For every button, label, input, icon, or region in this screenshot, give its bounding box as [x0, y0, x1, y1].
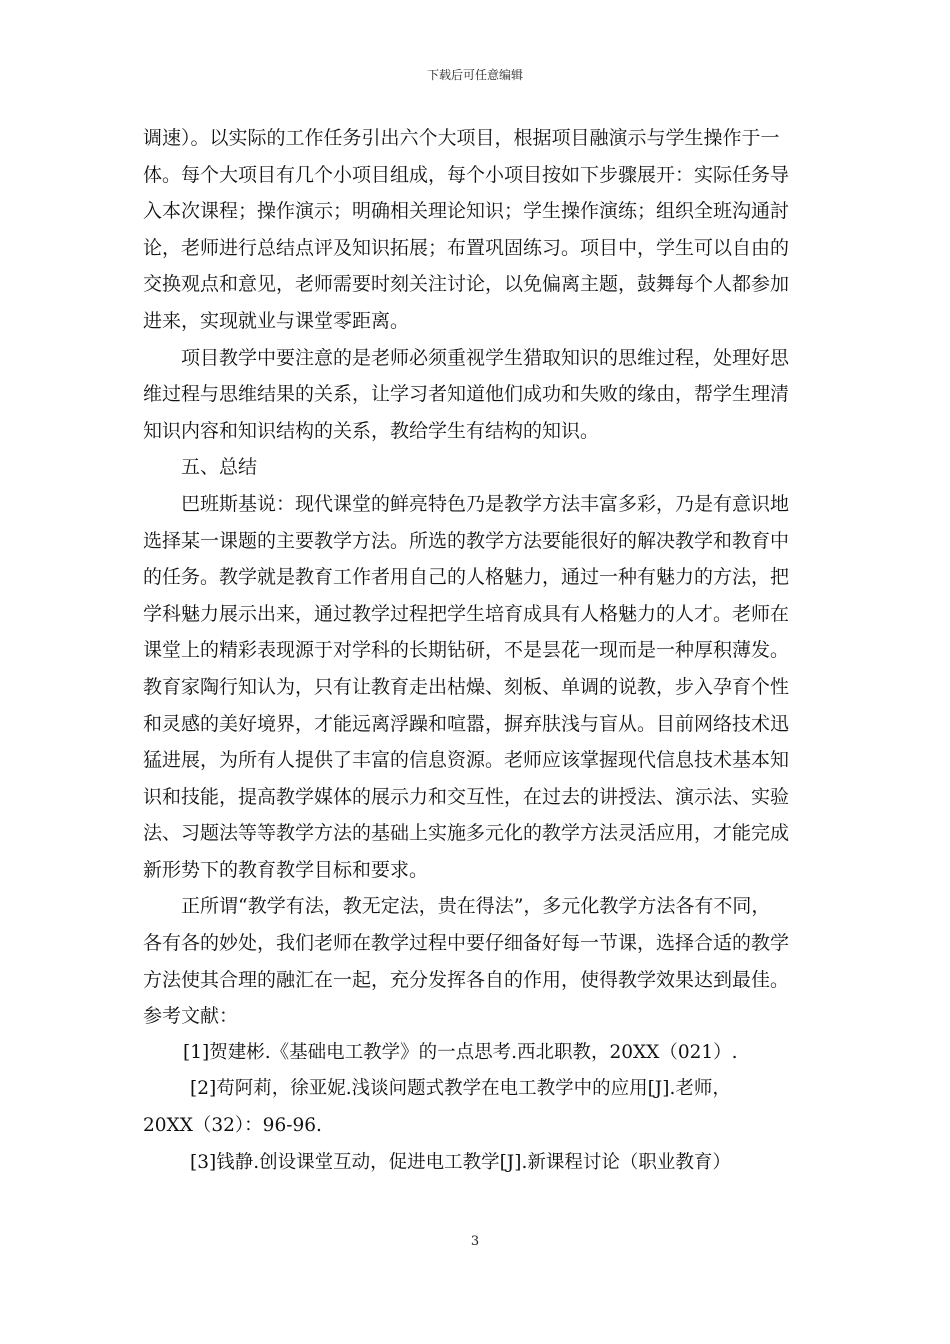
- text-line: 新形势下的教育教学目标和要求。: [143, 858, 429, 881]
- body-text: [143, 120, 811, 1181]
- text-line: 课堂上的精彩表现源于对学科的长期钻研，不是昙花一现而是一种厚积薄发。: [143, 639, 790, 662]
- text-line: 调速）。以实际的工作任务引出六个大项目，根据项目融演示与学生操作于一: [143, 127, 780, 149]
- text-line: 和灵感的美好境界，才能远离浮躁和喧嚣，摒弃肤浅与盲从。目前网络技术迅: [143, 712, 790, 735]
- text-line: 体。每个大项目有几个小项目组成，每个小项目按如下步骤展开：实际任务导: [143, 163, 790, 186]
- page-header: 下载后可任意编辑: [426, 68, 523, 82]
- page-number: 3: [470, 1234, 480, 1249]
- text-line: 维过程与思维结果的关系，让学习者知道他们成功和失败的缘由，帮学生理清: [143, 383, 790, 406]
- text-line: 论，老师进行总结点评及知识拓展；布置巩固练习。项目中，学生可以自由的: [143, 236, 790, 259]
- paragraph-start: 正所谓“教学有法，教无定法，贵在得法”，多元化教学方法各有不同，: [181, 895, 771, 918]
- paragraph-start: 项目教学中要注意的是老师必须重视学生猎取知识的思维过程，处理好思: [181, 346, 790, 369]
- text-line: 交换观点和意见，老师需要时刻关注讨论，以免偏离主题，鼓舞每个人都参加: [143, 273, 790, 296]
- text-line: 法、习题法等等教学方法的基础上实施多元化的教学方法灵活应用，才能完成: [143, 822, 790, 845]
- reference-item: [1]贺建彬.《基础电工教学》的一点思考.西北职教，20XX（021）.: [183, 1041, 738, 1063]
- text-line: 教育家陶行知认为，只有让教育走出枯燥、刻板、单调的说教，步入孕育个性: [143, 675, 790, 698]
- text-line: 知识内容和知识结构的关系，教给学生有结构的知识。: [143, 419, 600, 442]
- text-line: 进来，实现就业与课堂零距离。: [143, 309, 410, 332]
- text-line: 各有各的妙处，我们老师在教学过程中要仔细备好每一节课，选择合适的教学: [143, 932, 790, 955]
- text-line: 猛进展，为所有人提供了丰富的信息资源。老师应该掌握现代信息技术基本知: [143, 749, 790, 772]
- text-line: 入本次课程；操作演示；明确相关理论知识；学生操作演练；组织全班沟通討: [143, 200, 790, 223]
- reference-item: [3]钱静.创设课堂互动，促进电工教学[J].新课程讨论（职业教育）: [190, 1151, 731, 1173]
- text-line: 的任务。教学就是教育工作者用自己的人格魅力，通过一种有魅力的方法，把: [143, 566, 790, 589]
- reference-item: [2]苟阿莉，徐亚妮.浅谈问题式教学在电工教学中的应用[J].老师，: [190, 1078, 731, 1100]
- section-heading: 五、总结: [181, 456, 258, 479]
- text-line: 学科魅力展示出来，通过教学过程把学生培育成具有人格魅力的人才。老师在: [143, 602, 790, 625]
- references-heading: 参考文献：: [143, 1005, 239, 1028]
- paragraph-start: 巴班斯基说：现代课堂的鲜亮特色乃是教学方法丰富多彩，乃是有意识地: [181, 492, 790, 515]
- text-line: 选择某一课题的主要教学方法。所选的教学方法要能很好的解决教学和教育中: [143, 529, 790, 552]
- reference-continuation: 20XX（32）：96-96.: [143, 1115, 322, 1137]
- text-line: 方法使其合理的融汇在一起，充分发挥各自的作用，使得教学效果达到最佳。: [143, 968, 790, 991]
- text-line: 识和技能，提高教学媒体的展示力和交互性，在过去的讲授法、演示法、实验: [143, 785, 790, 808]
